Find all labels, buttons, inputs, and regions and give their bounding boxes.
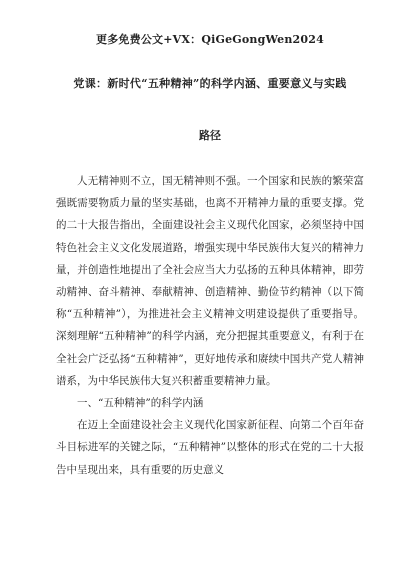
intro-paragraph: 人无精神则不立，国无精神则不强。一个国家和民族的繁荣富强既需要物质力量的坚实基础，也离不开精神力量的重要支撑。党的二十大报告指出，全面建设社会主义现代化国家，必须坚持中国特色社会主义文化发展道路，增强实现中华民族伟大复兴的精神力量，并创造性地提出了全社会应当大力弘扬的五种具体精神，即劳动精神、奋斗精神、奉献精神、创造精神、勤俭节约精神（以下简称“五种精神”），为推进社会主义精神文明建设提供了重要指导。深刻理解“五种精神”的科学内涵，充分把握其重要意义，有利于在全社会广泛弘扬“五种精神”，更好地传承和赓续中国共产党人精神谱系，为中华民族伟大复兴积蓄重要精神力量。 xyxy=(56,175,364,387)
document-body xyxy=(56,170,364,481)
document-title-continuation: 路径 xyxy=(199,129,221,142)
section-heading: 一、“五种精神”的科学内涵 xyxy=(77,397,204,410)
document-title: 党课：新时代“五种精神”的科学内涵、重要意义与实践 xyxy=(73,77,347,90)
section-paragraph: 在迈上全面建设社会主义现代化国家新征程、向第二个百年奋斗目标进军的关键之际，“五种精神”以整体的形式在党的二十大报告中呈现出来，具有重要的历史意义 xyxy=(56,419,364,476)
promo-header: 更多免费公文+VX：QiGeGongWen2024 xyxy=(96,33,324,46)
